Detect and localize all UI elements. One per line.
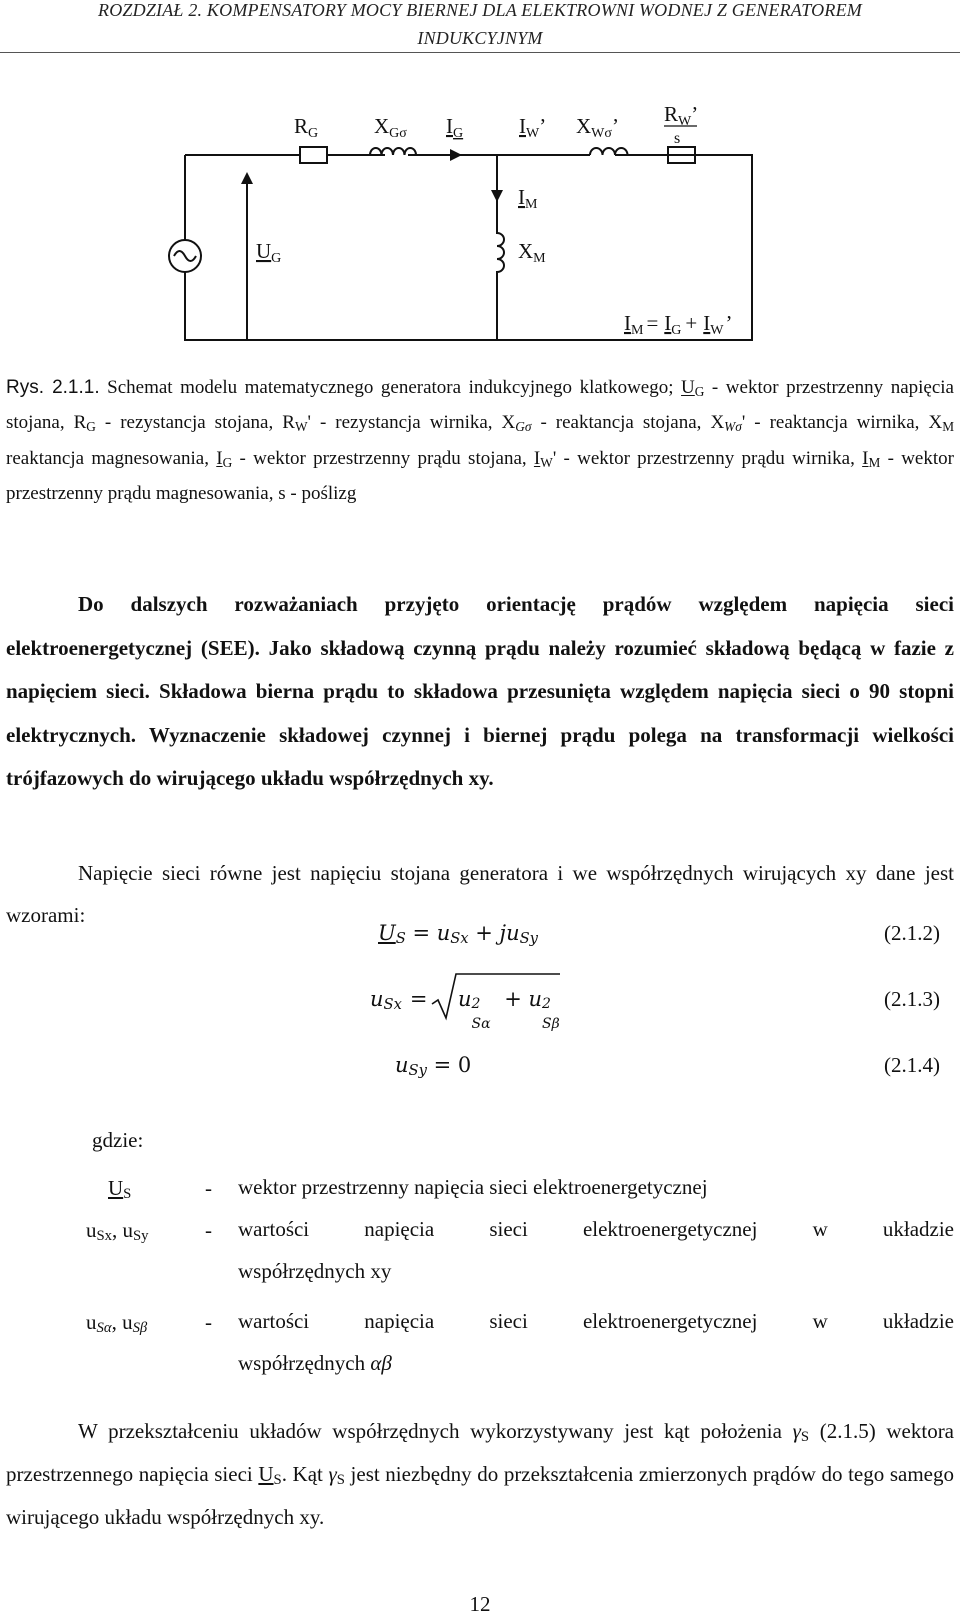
caption-label: Rys. 2.1.1.: [6, 377, 100, 398]
current-ig-arrowhead-icon: [450, 149, 462, 161]
voltage-arrowhead-icon: [241, 172, 253, 184]
equation-number: (2.1.4): [884, 1053, 940, 1077]
paragraph-voltage-intro: Napięcie sieci równe jest napięciu stojana generatora i we współrzędnych wirujących xy dane jest wzorami:: [6, 861, 954, 927]
header-line-2: INDUKCYJNYM: [417, 28, 543, 48]
label-current-relation: IM = IG + IW’: [624, 311, 733, 338]
inductor-xm-symbol: [497, 155, 504, 340]
current-im-arrowhead-icon: [491, 190, 503, 202]
paragraph-transformation: W przekształceniu układów współrzędnych wykorzystywany jest kąt położenia $\gamma_S$ (2.1.5) wektora przestrzennego napięcia sieci $U_S$. Kąt $\gamma_S$ jest niezbędny do przekształcenia zmierzonych prądów do tego samego wirującego układu współrzędnych xy.: [6, 1419, 955, 1529]
label-rw-numerator: RW’: [664, 102, 699, 129]
inductor-xw-symbol: [590, 148, 628, 155]
figure-caption: Rys. 2.1.1. Schemat modelu matematycznego generatora indukcyjnego klatkowego; $U_G$ - wektor przestrzenny napięcia stojana, $R_G$ - rezystancja stojana, $R_W'$ - rezystancja wirnika, $X_{G\sigma}$ - reaktancja stojana, $X_{W\sigma}'$ - reaktancja wirnika, $X_M$ reaktancja magnesowania, $I_G$ - wektor przestrzenny prądu stojana, $I_W'$ - wektor przestrzenny prądu wirnika, $I_M$ - wektor przestrzenny prądu magnesowania, s - poślizg: [6, 377, 955, 504]
inductor-xg-symbol: [370, 148, 416, 155]
label-ig: IG: [446, 114, 464, 141]
label-xw: XWσ’: [576, 114, 619, 141]
page-number: 12: [469, 1592, 491, 1616]
circuit-labels: [256, 102, 732, 338]
header-rule: [0, 52, 960, 53]
header-line-1: ROZDZIAŁ 2. KOMPENSATORY MOCY BIERNEJ DLA ELEKTROWNI WODNEJ Z GENERATOREM: [98, 0, 862, 20]
running-header: [0, 0, 960, 52]
equation-number: (2.1.2): [884, 921, 940, 945]
label-im: IM: [518, 185, 538, 212]
label-ug: UG: [256, 239, 282, 266]
equation-number: (2.1.3): [884, 987, 940, 1011]
label-rw-denominator: s: [674, 130, 681, 147]
where-label: gdzie:: [92, 1128, 144, 1152]
label-rg: RG: [294, 114, 319, 141]
paragraph-orientation: Do dalszych rozważaniach przyjęto orientację prądów względem napięcia sieci elektroenergetycznej (SEE). Jako składową czynną prądu należy rozumieć składową będącą w fazie z napięciem sieci. Składowa bierna prądu to składowa przesunięta względem napięcia sieci o 90 stopni elektrycznych. Wyznaczenie składowej czynnej i biernej prądu polega na transformacji wielkości trójfazowych do wirującego układu współrzędnych xy.: [6, 592, 954, 790]
sine-wave-icon: [174, 251, 196, 261]
circuit-diagram: [0, 60, 960, 350]
resistor-rg-symbol: [300, 147, 327, 163]
label-xg: XGσ: [374, 114, 407, 141]
label-xm: XM: [518, 239, 546, 266]
label-iw: IW’: [519, 114, 547, 141]
